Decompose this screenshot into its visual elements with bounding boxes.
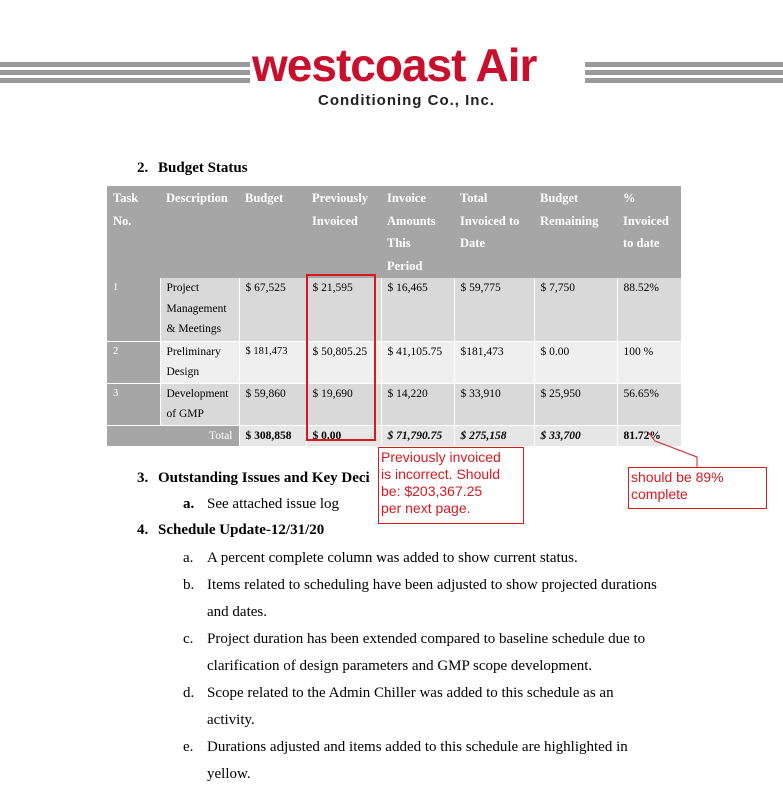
task-number-cell: 1: [107, 278, 160, 341]
column-header: Total Invoiced to Date: [454, 186, 534, 278]
list-text: yellow.: [207, 766, 251, 782]
section-title: Schedule Update-12/31/20: [158, 522, 325, 538]
budget-cell: $ 181,473: [239, 341, 306, 383]
section-title: Outstanding Issues and Key Deci: [158, 470, 370, 486]
task-number-cell: 3: [107, 383, 160, 425]
comment-line: Previously invoiced: [381, 449, 501, 465]
section-4-heading: [137, 522, 324, 539]
section-number: 3.: [137, 470, 149, 486]
invoice-this-period-cell: $ 41,105.75: [381, 341, 454, 383]
total-budget-cell: $ 308,858: [239, 425, 306, 446]
percent-invoiced-cell: 100 %: [617, 341, 681, 383]
total-percent-cell: 81.72%: [617, 425, 681, 446]
column-header: Task No.: [107, 186, 160, 278]
percent-callout-leader: [648, 432, 697, 467]
list-text: Scope related to the Admin Chiller was added to this schedule as an: [207, 685, 614, 701]
section-3-heading: [137, 470, 370, 487]
percent-invoiced-cell: 88.52%: [617, 278, 681, 341]
budget-remaining-cell: $ 25,950: [534, 383, 617, 425]
task-number-cell: 2: [107, 341, 160, 383]
list-marker: b.: [183, 577, 195, 593]
previously-invoiced-cell: $ 50,805.25: [306, 341, 381, 383]
prev-invoiced-comment: [378, 447, 524, 524]
list-text: Items related to scheduling have been adjusted to show projected durations: [207, 577, 657, 593]
total-invoiced-cell: $ 33,910: [454, 383, 534, 425]
logo-wordmark: westcoast Air: [252, 39, 537, 91]
budget-cell: $ 67,525: [239, 278, 306, 341]
description-cell: Preliminary Design: [160, 341, 239, 383]
list-text: A percent complete column was added to show current status.: [207, 550, 578, 566]
total-invoiced-cell: $181,473: [454, 341, 534, 383]
comment-line: should be 89%: [631, 469, 724, 485]
list-text: and dates.: [207, 604, 267, 620]
total-remaining-cell: $ 33,700: [534, 425, 617, 446]
total-previously-invoiced-cell: $ 0.00: [306, 425, 381, 446]
previously-invoiced-cell: $ 21,595: [306, 278, 381, 341]
list-text: See attached issue log: [207, 496, 340, 512]
section-title: Budget Status: [158, 160, 248, 176]
list-text: activity.: [207, 712, 255, 728]
column-header: Invoice Amounts This Period: [381, 186, 454, 278]
list-marker: c.: [183, 631, 194, 647]
column-header: % Invoiced to date: [617, 186, 681, 278]
list-marker: a.: [183, 550, 194, 566]
percent-invoiced-cell: 56.65%: [617, 383, 681, 425]
invoice-this-period-cell: $ 14,220: [381, 383, 454, 425]
total-invoiced-cell: $ 59,775: [454, 278, 534, 341]
column-header: Previously Invoiced: [306, 186, 381, 278]
list-marker: d.: [183, 685, 195, 701]
description-cell: Development of GMP: [160, 383, 239, 425]
comment-line: per next page.: [381, 500, 471, 516]
list-text: Durations adjusted and items added to this schedule are highlighted in: [207, 739, 628, 755]
description-cell: Project Management & Meetings: [160, 278, 239, 341]
budget-remaining-cell: $ 7,750: [534, 278, 617, 341]
list-text: Project duration has been extended compared to baseline schedule due to: [207, 631, 646, 647]
column-header: Budget: [239, 186, 306, 278]
budget-remaining-cell: $ 0.00: [534, 341, 617, 383]
previously-invoiced-cell: $ 19,690: [306, 383, 381, 425]
total-this-period-cell: $ 71,790.75: [381, 425, 454, 446]
list-text: clarification of design parameters and GMP scope development.: [207, 658, 593, 674]
total-invoiced-cell: $ 275,158: [454, 425, 534, 446]
percent-comment: [628, 467, 767, 509]
comment-line: is incorrect. Should: [381, 466, 501, 482]
budget-cell: $ 59,860: [239, 383, 306, 425]
comment-line: complete: [631, 486, 688, 502]
section-number: 2.: [137, 160, 149, 176]
column-header: Description: [160, 186, 239, 278]
invoice-this-period-cell: $ 16,465: [381, 278, 454, 341]
list-marker: a.: [183, 496, 195, 512]
logo-subtitle: Conditioning Co., Inc.: [318, 92, 495, 109]
column-header: Budget Remaining: [534, 186, 617, 278]
comment-line: be: $203,367.25: [381, 483, 483, 499]
list-marker: e.: [183, 739, 194, 755]
section-number: 4.: [137, 522, 149, 538]
total-label: Total: [107, 425, 239, 446]
